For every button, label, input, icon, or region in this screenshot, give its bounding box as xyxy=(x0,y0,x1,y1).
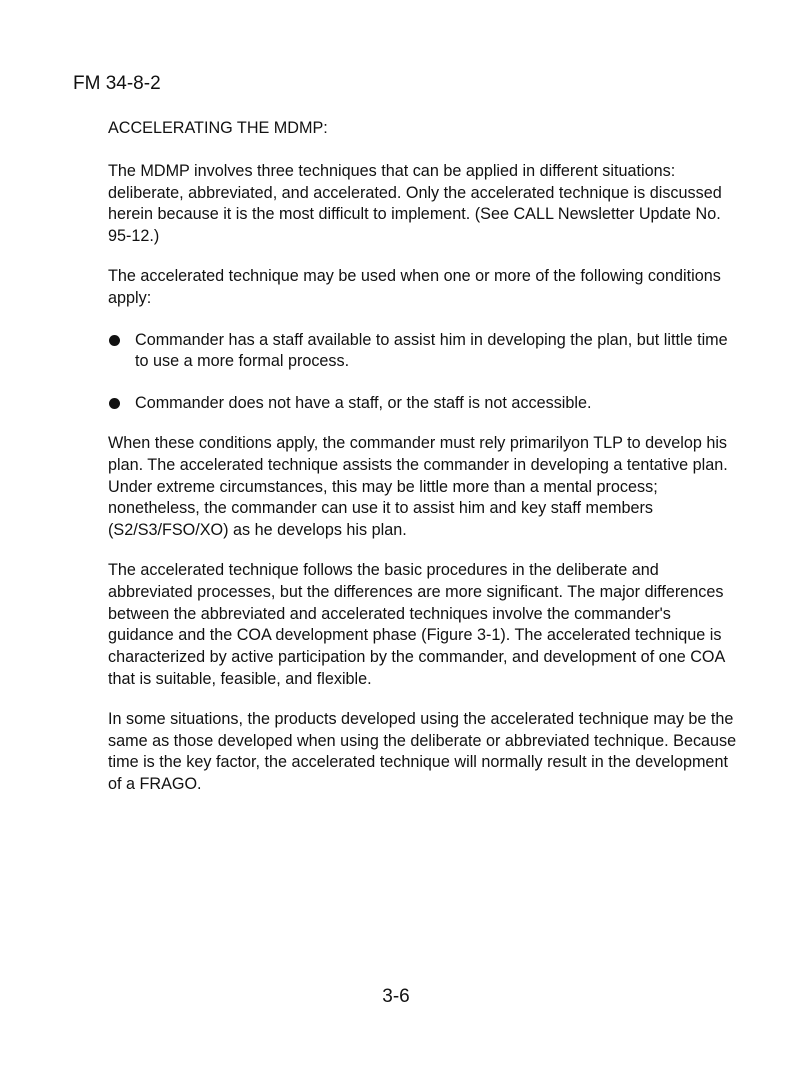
bullet-text: Commander has a staff available to assist him in developing the plan, but little time to use a more formal process. xyxy=(135,330,728,371)
section-heading: ACCELERATING THE MDMP: xyxy=(108,119,328,137)
bullet-item xyxy=(108,393,738,415)
tlp-paragraph: When these conditions apply, the commander must rely primarilyon TLP to develop his plan. The accelerated technique assists the commander in developing a tentative plan. Under extreme circumstances, this may be little more than a mental process; nonetheless, the commander can use it to assist him and key staff members (S2/S3/FSO/XO) as he develops his plan. xyxy=(108,433,728,540)
page-number: 3-6 xyxy=(382,986,410,1007)
bullet-icon xyxy=(109,335,120,346)
document-id: FM 34-8-2 xyxy=(73,73,161,94)
differences-paragraph: The accelerated technique follows the basic procedures in the deliberate and abbreviated processes, but the differences are more significant. The major differences between the abbreviated and accelerated techniques involve the commander's guidance and the COA development phase (Figure 3-1). The accelerated technique is characterized by active participation by the commander, and development of one COA that is suitable, feasible, and flexible. xyxy=(108,560,725,688)
bullet-item xyxy=(108,330,738,374)
bullet-text: Commander does not have a staff, or the staff is not accessible. xyxy=(135,394,592,413)
page-body xyxy=(108,118,738,796)
conditions-lead-paragraph: The accelerated technique may be used when one or more of the following conditions apply: xyxy=(108,266,721,307)
bullet-icon xyxy=(109,398,120,409)
products-paragraph: In some situations, the products developed using the accelerated technique may be the same as those developed when using the deliberate or abbreviated technique. Because time is the key factor, the accelerated technique will normally result in the development of a FRAGO. xyxy=(108,709,737,794)
intro-paragraph: The MDMP involves three techniques that can be applied in different situations: deliberate, abbreviated, and accelerated. Only the accelerated technique is discussed herein because it is the most difficult to implement. (See CALL Newsletter Update No. 95-12.) xyxy=(108,161,722,246)
